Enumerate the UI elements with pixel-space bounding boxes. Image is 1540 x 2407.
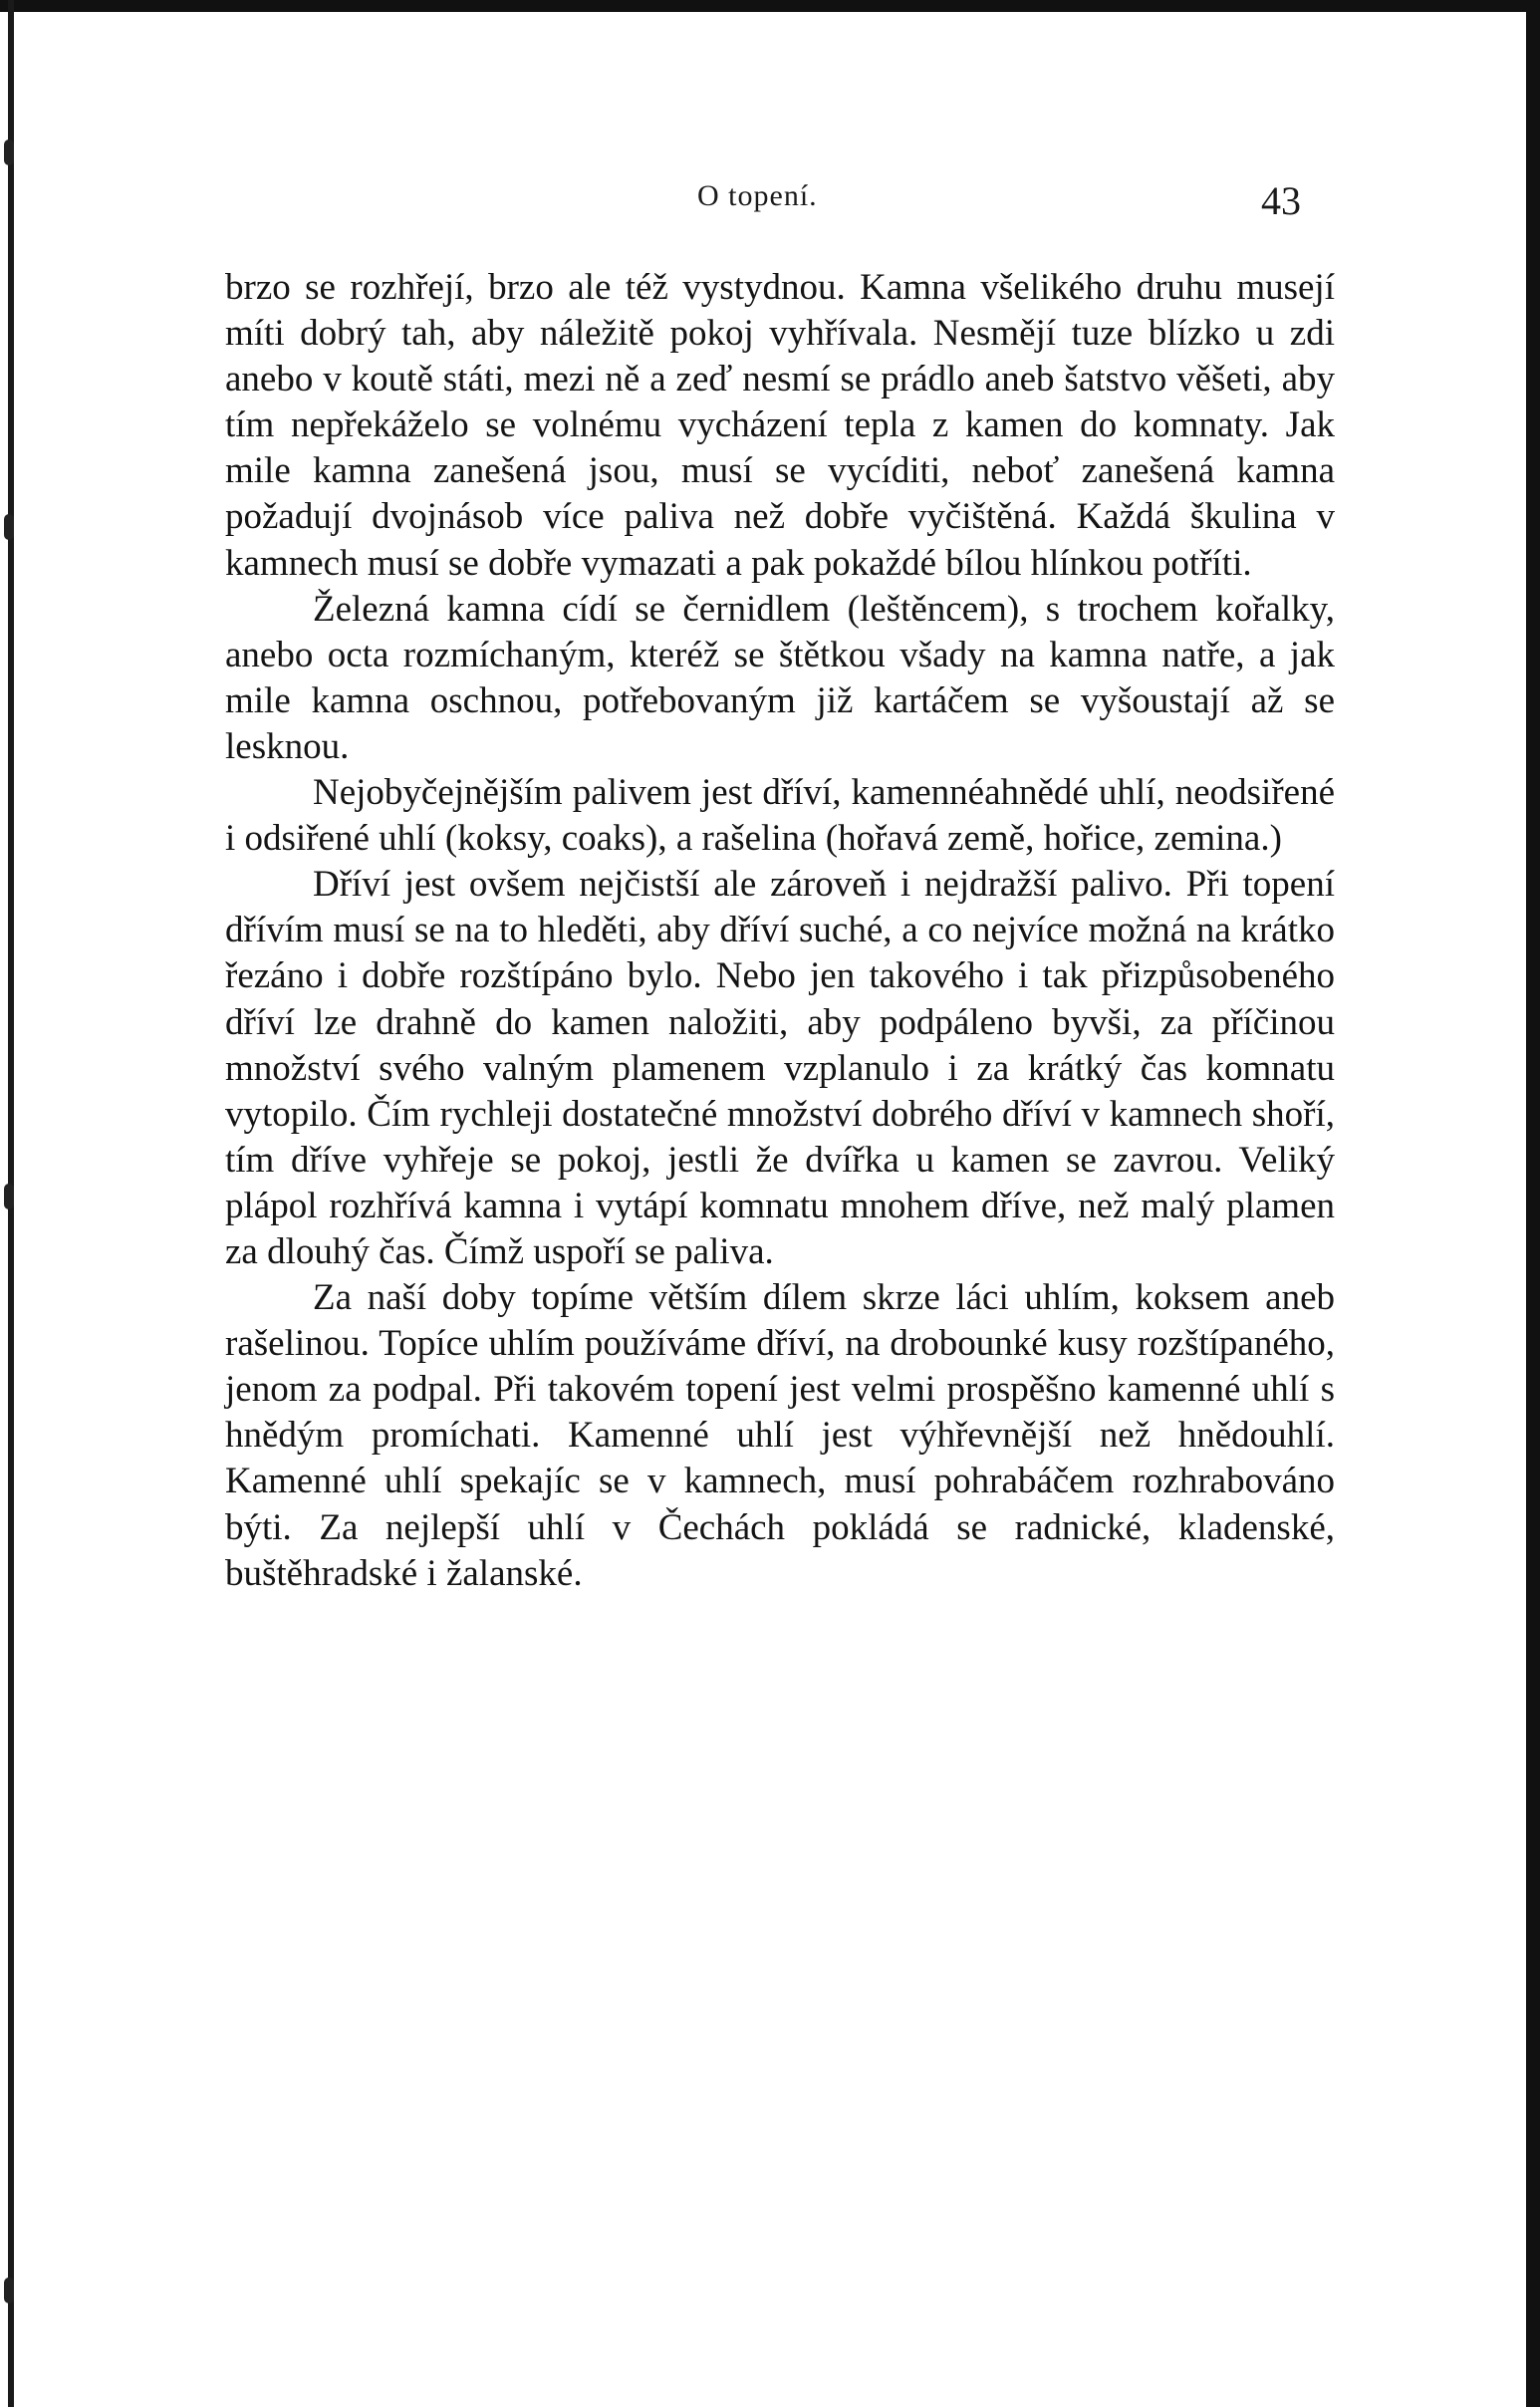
paragraph: Za naší doby topíme větším dílem skrze láci uhlím, koksem aneb rašelinou. Topíce uhlím používáme dříví, na drobounké kusy rozštípaného, jenom za podpal. Při takovém topení jest velmi prospěšno kamenné uhlí s hnědým promíchati. Kamenné uhlí jest výhřevnější než hnědouhlí. Kamenné uhlí spekajíc se v kamnech, musí pohrabáčem rozhrabováno býti. Za nejlepší uhlí v Čechách pokládá se radnické, kladenské, buštěhradské i žalanské.: [225, 1277, 1335, 1594]
page-number: 43: [1261, 178, 1301, 223]
page-header: [0, 169, 1540, 229]
paragraph: Nejobyčejnějším palivem jest dříví, kamennéahnědé uhlí, neodsiřené i odsiřené uhlí (koksy, coaks), a rašelina (hořavá země, hořice, zemina.): [225, 772, 1335, 860]
binding-mark: [4, 2277, 14, 2303]
paragraph: brzo se rozhřejí, brzo ale též vystydnou. Kamna všelikého druhu musejí míti dobrý tah, aby náležitě pokoj vyhřívala. Nesmějí tuze blízko u zdi anebo v koutě státi, mezi ně a zeď nesmí se prádlo aneb šatstvo věšeti, aby tím nepřekáželo se volnému vycházení tepla z kamen do komnaty. Jak mile kamna zanešená jsou, musí se vycíditi, neboť zanešená kamna požadují dvojnásob více paliva než dobře vyčištěná. Každá škulina v kamnech musí se dobře vymazati a pak pokaždé bílou hlínkou potříti.: [225, 267, 1335, 584]
paragraph: Železná kamna cídí se černidlem (leštěncem), s trochem kořalky, anebo octa rozmíchaným, kteréž se štětkou všady na kamna natře, a jak mile kamna oschnou, potřebovaným již kartáčem se vyšoustají až se lesknou.: [225, 588, 1335, 767]
running-title: O topení.: [697, 179, 818, 212]
binding-mark: [4, 139, 14, 165]
scan-border-top: [0, 0, 1540, 12]
binding-mark: [4, 1184, 14, 1209]
body-text: [225, 265, 1335, 1597]
binding-mark: [4, 514, 14, 540]
scan-border-right: [1526, 0, 1540, 2407]
paragraph: Dříví jest ovšem nejčistší ale zároveň i nejdražší palivo. Při topení dřívím musí se na to hleděti, aby dříví suché, a co nejvíce možná na krátko řezáno i dobře rozštípáno bylo. Nebo jen takového i tak přizpůsobeného dříví lze drahně do kamen naložiti, aby podpáleno byvši, za příčinou množství svého valným plamenem vzplanulo i za krátký čas komnatu vytopilo. Čím rychleji dostatečné množství dobrého dříví v kamnech shoří, tím dříve vyhřeje se pokoj, jestli že dvířka u kamen se zavrou. Veliký plápol rozhřívá kamna i vytápí komnatu mnohem dříve, než malý plamen za dlouhý čas. Čímž uspoří se paliva.: [225, 864, 1335, 1272]
